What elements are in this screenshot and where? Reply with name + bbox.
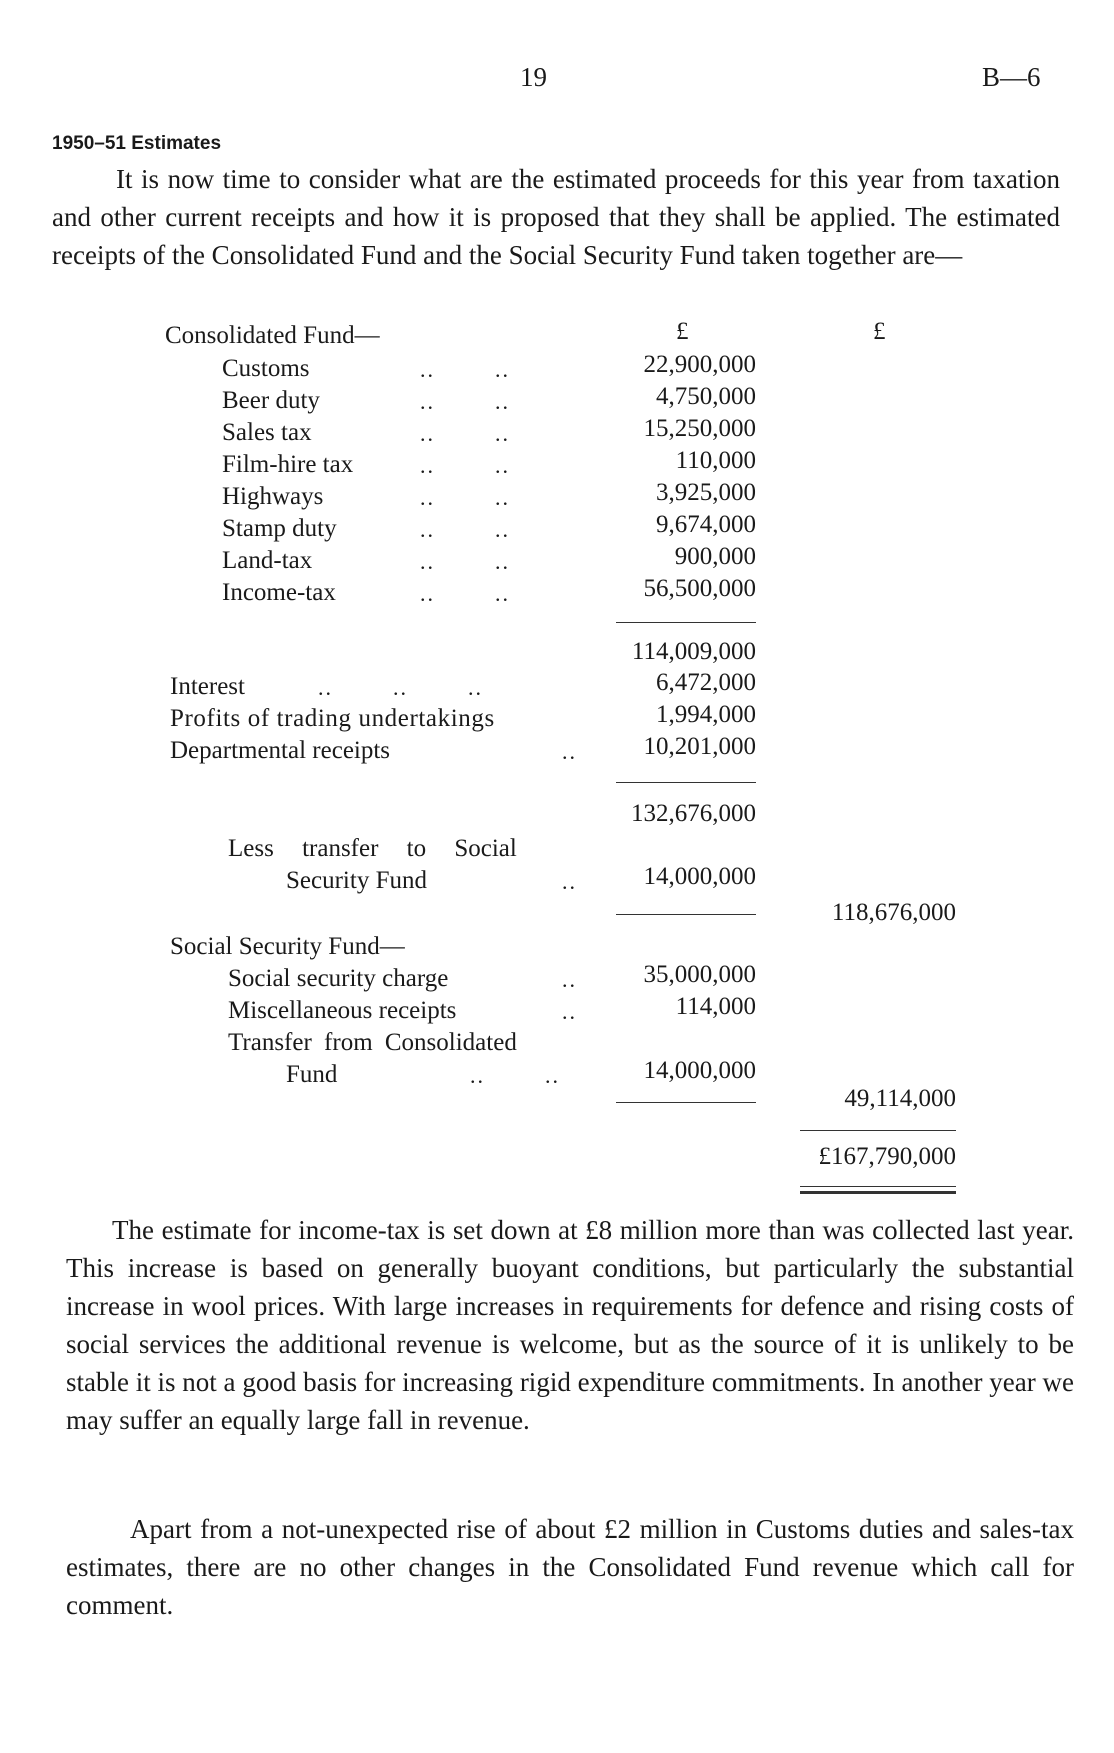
item-label-beer-duty: Beer duty (222, 387, 320, 414)
subtotal-rule (616, 622, 756, 623)
intro-paragraph: It is now time to consider what are the estimated proceeds for this year from taxation and other current receipts and how it is proposed that they shall be applied. The estimated receipts of the Consolidated Fund and the Social Security Fund taken together are— (52, 164, 1060, 270)
item-value-sales-tax: 15,250,000 (643, 415, 756, 442)
leader-dots: .. (562, 869, 577, 894)
leader-dots: .. .. .. (318, 675, 483, 700)
social-total: 49,114,000 (844, 1085, 956, 1112)
leader-dots: .. .. (420, 421, 510, 446)
item-value-interest: 6,472,000 (656, 669, 756, 696)
less-transfer-value: 14,000,000 (643, 863, 756, 890)
leader-dots: .. .. (420, 517, 510, 542)
section-heading: 1950–51 Estimates (52, 133, 222, 154)
item-value-departmental: 10,201,000 (643, 733, 756, 760)
item-value-film-hire-tax: 110,000 (675, 447, 756, 474)
item-label-customs: Customs (222, 355, 310, 382)
item-label-stamp-duty: Stamp duty (222, 515, 337, 542)
currency-header-2: £ (873, 318, 886, 345)
item-value-highways: 3,925,000 (656, 479, 756, 506)
social-security-fund-label: Social Security Fund— (170, 933, 405, 960)
grand-total: £167,790,000 (818, 1143, 956, 1170)
leader-dots: .. (562, 999, 577, 1024)
transfer-from-value: 14,000,000 (643, 1057, 756, 1084)
item-value-land-tax: 900,000 (674, 543, 756, 570)
transfer-from-label-2: Fund (286, 1061, 338, 1088)
item-label-sales-tax: Sales tax (222, 419, 312, 446)
page-number: 19 (520, 62, 547, 92)
grand-total-double-rule (800, 1186, 956, 1194)
item-value-stamp-duty: 9,674,000 (656, 511, 756, 538)
subtotal-rule (616, 782, 756, 783)
income-tax-paragraph: The estimate for income-tax is set down at £8 million more than was collected last year. This increase is based on generally buoyant conditions, but particularly the substantial increase in wool prices. With large increases in requirements for defence and rising costs of social services the additional revenue is welcome, but as the source of it is unlikely to be stable it is not a good basis for increasing rigid expenditure commitments. In another year we may suffer an equally large fall in revenue. (66, 1215, 1074, 1435)
subtotal-rule (616, 914, 756, 915)
less-transfer-label-2: Security Fund (286, 867, 427, 894)
item-value-trading: 1,994,000 (656, 701, 756, 728)
item-value-customs: 22,900,000 (643, 351, 756, 378)
consolidated-fund-label: Consolidated Fund— (165, 322, 380, 349)
customs-paragraph: Apart from a not-unexpected rise of about £2 million in Customs duties and sales-tax estimates, there are no other changes in the Consolidated Fund revenue which call for comment. (66, 1514, 1074, 1620)
leader-dots: .. .. (420, 549, 510, 574)
item-label-income-tax: Income-tax (222, 579, 336, 606)
total-rule (800, 1130, 956, 1131)
currency-header-1: £ (676, 318, 689, 345)
consolidated-net: 118,676,000 (831, 899, 956, 926)
item-label-film-hire-tax: Film-hire tax (222, 451, 354, 478)
tax-subtotal: 114,009,000 (631, 638, 756, 665)
gross-subtotal: 132,676,000 (631, 800, 756, 827)
item-value-income-tax: 56,500,000 (643, 575, 756, 602)
leader-dots: .. .. (420, 581, 510, 606)
item-value-misc-receipts: 114,000 (675, 993, 756, 1020)
leader-dots: .. .. (420, 485, 510, 510)
item-value-beer-duty: 4,750,000 (656, 383, 756, 410)
leader-dots: .. (562, 739, 577, 764)
item-value-social-charge: 35,000,000 (643, 961, 756, 988)
document-reference: B—6 (982, 62, 1041, 92)
leader-dots: .. .. (420, 357, 510, 382)
transfer-from-label-1: Transfer from Consolidated (228, 1029, 517, 1056)
item-label-land-tax: Land-tax (222, 547, 313, 574)
item-label-misc-receipts: Miscellaneous receipts (228, 997, 457, 1024)
less-transfer-label-1: Less transfer to Social (228, 835, 517, 862)
item-label-trading: Profits of trading undertakings (170, 705, 495, 732)
item-label-social-charge: Social security charge (228, 965, 449, 992)
subtotal-rule (616, 1102, 756, 1103)
item-label-highways: Highways (222, 483, 324, 510)
leader-dots: .. .. (420, 453, 510, 478)
leader-dots: .. (562, 967, 577, 992)
item-label-interest: Interest (170, 673, 245, 700)
leader-dots: .. .. (470, 1063, 560, 1088)
leader-dots: .. .. (420, 389, 510, 414)
item-label-departmental: Departmental receipts (170, 737, 391, 764)
